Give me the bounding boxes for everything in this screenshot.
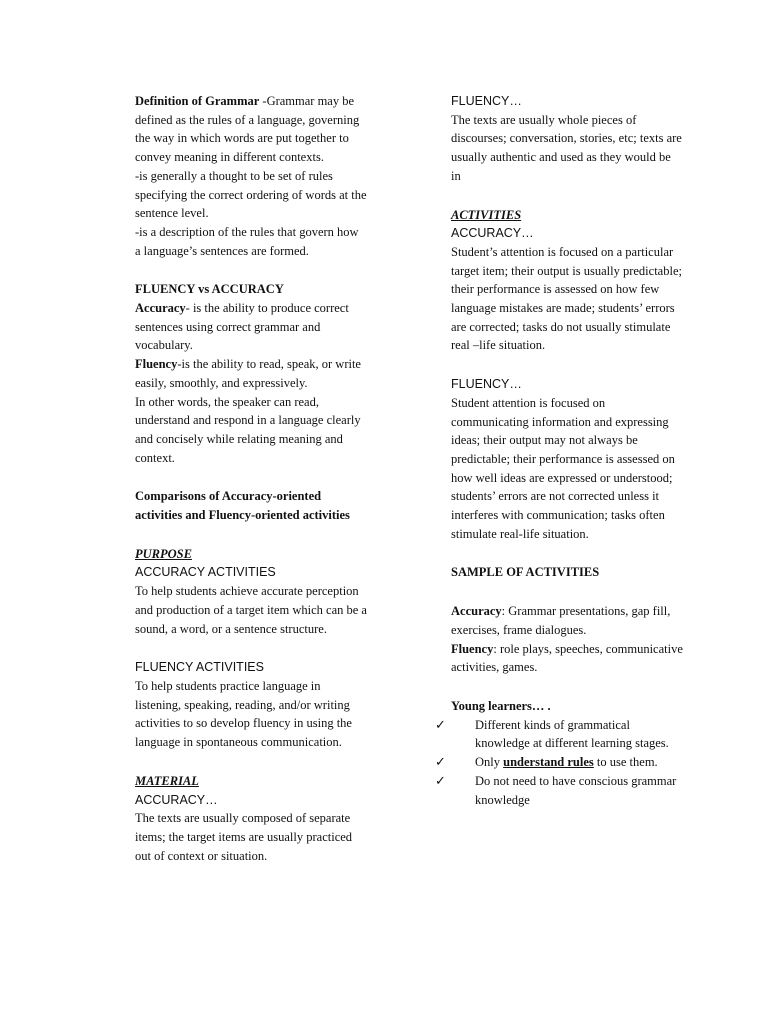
comparisons-heading: Comparisons of Accuracy-oriented activities and Fluency-oriented activities xyxy=(135,489,350,523)
purpose-fluency-label: FLUENCY ACTIVITIES xyxy=(135,660,264,675)
fluency-vs-accuracy-heading: FLUENCY vs ACCURACY xyxy=(135,282,284,297)
young-learners-heading: Young learners… . xyxy=(451,698,551,713)
purpose-accuracy-label: ACCURACY ACTIVITIES xyxy=(135,565,276,580)
samples-accuracy xyxy=(451,602,683,639)
material-fluency-label: FLUENCY… xyxy=(451,94,522,108)
grammar-definition-line3: -is a description of the rules that govern how a language’s sentences are formed. xyxy=(135,224,359,258)
samples-fluency-term: Fluency xyxy=(451,641,494,656)
activities-heading: ACTIVITIES xyxy=(451,207,522,222)
young-learners-item2-pre: Only xyxy=(475,755,504,770)
material-heading: MATERIAL xyxy=(135,773,199,788)
accuracy-definition xyxy=(135,299,367,355)
activities-fluency-label: FLUENCY… xyxy=(451,377,522,392)
samples-fluency xyxy=(451,640,683,677)
material-accuracy-text: The texts are usually composed of separate items; the target items are usually practiced out of context or situation. xyxy=(135,811,353,863)
other-words-text: In other words, the speaker can read, understand and respond in a language clearly and concisely while relating meaning and context. xyxy=(135,394,361,465)
accuracy-term: Accuracy xyxy=(135,301,186,316)
grammar-definition-line2: -is generally a thought to be set of rules specifying the correct ordering of words at the sentence level. xyxy=(135,168,367,221)
purpose-accuracy-text: To help students achieve accurate perception and production of a target item which can be a sound, a word, or a sentence structure. xyxy=(135,584,367,636)
purpose-heading: PURPOSE xyxy=(135,546,192,561)
grammar-definition xyxy=(135,92,367,167)
fluency-definition-text: -is the ability to read, speak, or write easily, smoothly, and expressively. xyxy=(135,357,361,390)
grammar-definition-term: Definition of Grammar xyxy=(135,94,260,108)
left-column xyxy=(135,92,367,865)
checkmark-icon: ✓ xyxy=(435,754,446,770)
young-learners-list xyxy=(435,716,683,810)
samples-accuracy-term: Accuracy xyxy=(451,604,502,619)
right-column xyxy=(435,92,683,809)
samples-accuracy-text: : Grammar presentations, gap fill, exercises, frame dialogues. xyxy=(451,604,671,637)
young-learners-item2-post: to use them. xyxy=(593,755,658,770)
checkmark-icon: ✓ xyxy=(435,772,446,788)
fluency-definition xyxy=(135,355,367,392)
young-learners-item1: Different kinds of grammatical knowledge at different learning stages. xyxy=(475,717,669,751)
activities-accuracy-label: ACCURACY… xyxy=(451,226,534,241)
material-accuracy-label: ACCURACY… xyxy=(135,792,218,807)
samples-fluency-text: : role plays, speeches, communicative activities, games. xyxy=(451,641,683,675)
samples-heading: SAMPLE OF ACTIVITIES xyxy=(451,565,600,580)
young-learners-item2-emphasis: understand rules xyxy=(503,755,594,770)
list-item xyxy=(435,753,683,772)
list-item xyxy=(435,716,683,753)
checkmark-icon: ✓ xyxy=(435,716,446,732)
young-learners-item3: Do not need to have conscious grammar knowledge xyxy=(475,773,677,807)
grammar-definition-text: -Grammar may be defined as the rules of a language, governing the way in which words are put together to convey meaning in different contexts. xyxy=(135,94,360,165)
accuracy-definition-text: - is the ability to produce correct sentences using correct grammar and vocabulary. xyxy=(135,301,349,353)
purpose-fluency-text: To help students practice language in listening, speaking, reading, and/or writing activities to so develop fluency in using the language in spontaneous communication. xyxy=(135,678,352,750)
fluency-term: Fluency xyxy=(135,357,178,372)
activities-accuracy-text: Student’s attention is focused on a particular target item; their output is usually predictable; their performance is assessed on how few language mistakes are made; students’ errors are corrected; tasks do not usually stimulate real –life situation. xyxy=(451,244,682,353)
activities-fluency-text: Student attention is focused on communicating information and expressing ideas; their output may not always be predictable; their performance is assessed on how well ideas are expressed or understood; students’ errors are not corrected unless it interferes with communication; tasks often stimulate real-life situation. xyxy=(451,395,675,541)
material-fluency-text: The texts are usually whole pieces of discourses; conversation, stories, etc; texts are usually authentic and used as they would be in xyxy=(451,112,682,183)
list-item xyxy=(435,772,683,809)
